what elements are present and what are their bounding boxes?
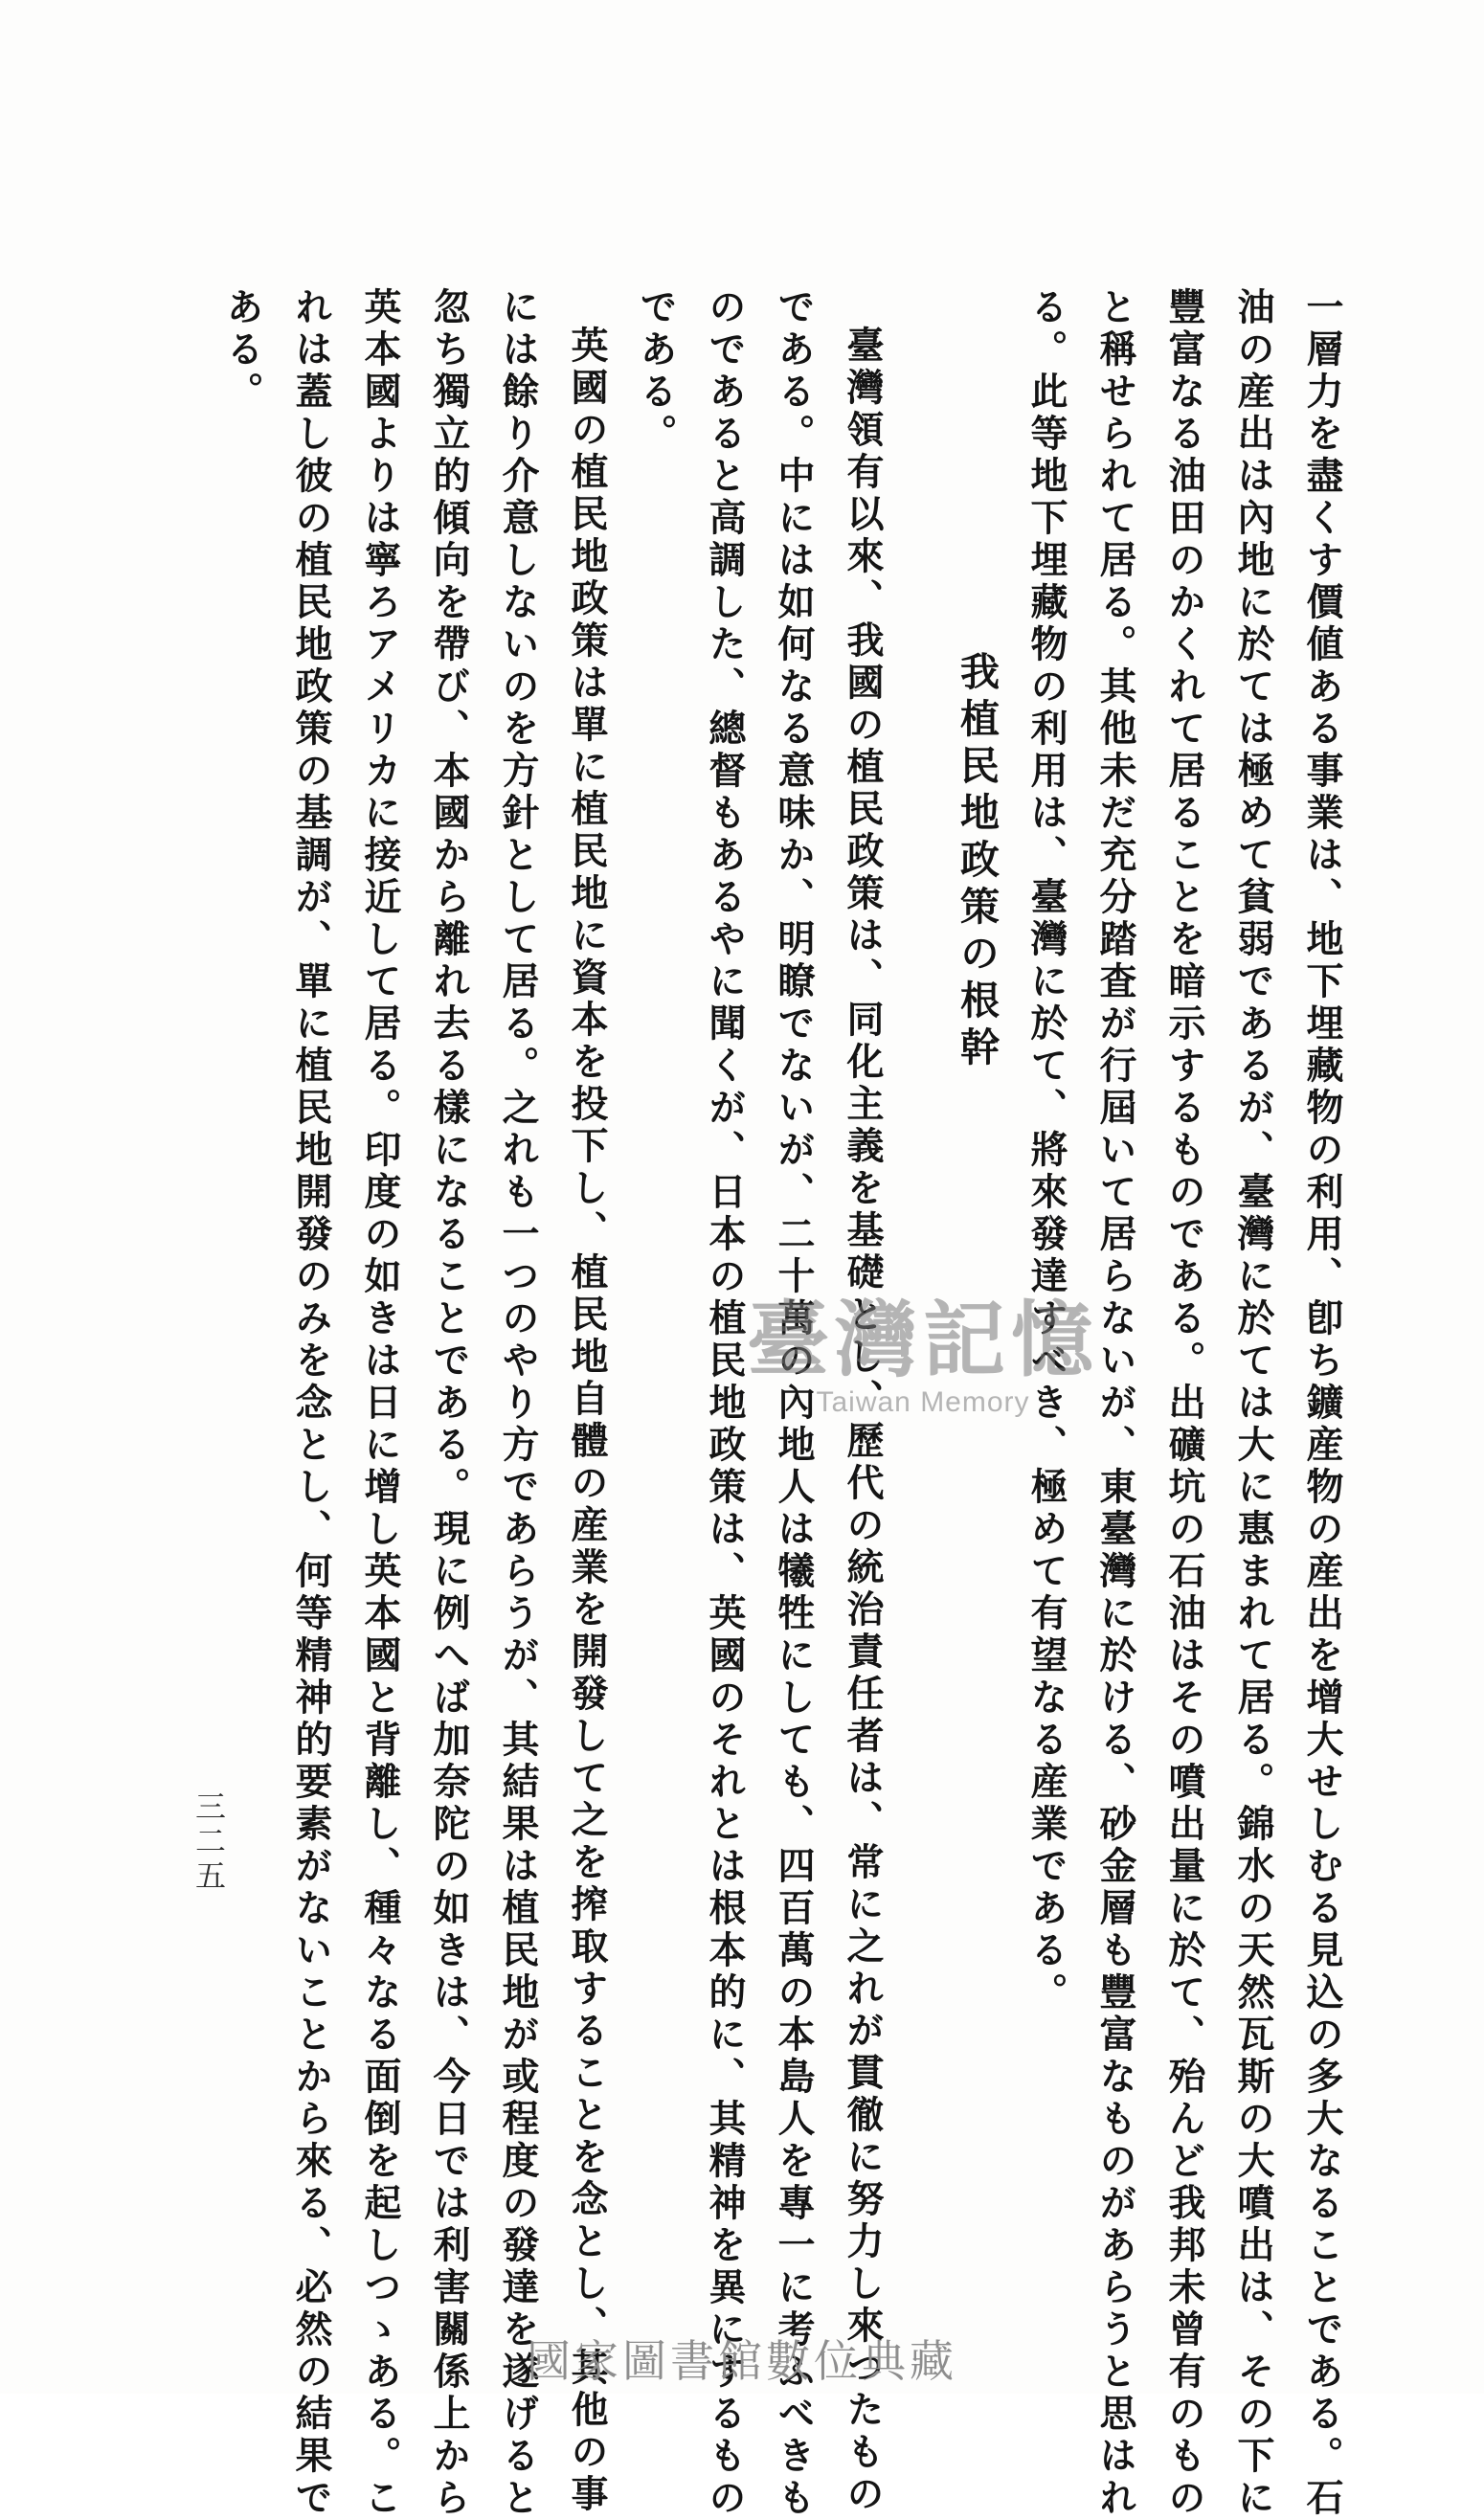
- section-heading: [881, 287, 1000, 1073]
- text-line-15: ある。: [220, 287, 264, 414]
- text-line-7: である。中には如何なる意味か、明瞭でないが、二十萬の內地人は犧牲にしても、四百萬の本島人を專一に考ふべきも: [772, 287, 816, 2520]
- text-line-9: である。: [634, 287, 678, 456]
- text-line-2: 油の産出は內地に於ては極めて貧弱であるが、臺灣に於ては大に惠まれて居る。錦水の天然瓦斯の大噴出は、その下に: [1231, 287, 1275, 2520]
- text-line-1: 一層力を盡くす價値ある事業は、地下埋藏物の利用、卽ち鑛産物の産出を增大せしむる見込の多大なることである。石: [1300, 287, 1344, 2520]
- text-line-12: 忽ち獨立的傾向を帶び、本國から離れ去る樣になることである。現に例へば加奈陀の如きは、今日では利害關係上から: [427, 287, 471, 2520]
- watermark-main: 臺灣記憶: [747, 1292, 1099, 1388]
- watermark-sub: Taiwan Memory: [816, 1386, 1030, 1418]
- section-heading-text: 我植民地政策の根幹: [954, 651, 1000, 1073]
- text-line-8: のであると高調した、總督もあるやに聞くが、日本の植民地政策は、英國のそれとは根本的に、其精神を異にするもの: [703, 287, 747, 2520]
- text-line-5: る。此等地下埋藏物の利用は、臺灣に於て、將來發達すべき、極めて有望なる産業である。: [1024, 287, 1068, 2014]
- text-line-14: れは蓋し彼の植民地政策の基調が、單に植民地開發のみを念とし、何等精神的要素がないことから來る、必然の結果で: [289, 287, 333, 2520]
- text-line-11: には餘り介意しないのを方針として居る。之れも一つのやり方であらうが、其結果は植民地が或程度の發達を遂げると: [496, 287, 540, 2520]
- text-line-4: と稱せられて居る。其他未だ充分踏査が行屆いて居らないが、東臺灣に於ける、砂金層も豐富なものがあらうと思はれ: [1093, 287, 1137, 2520]
- page-number: 三二五: [191, 1790, 227, 1894]
- footer-archive-label: 國家圖書館數位典藏: [527, 2335, 957, 2387]
- text-line-6: 臺灣領有以來、我國の植民政策は、同化主義を基礎とし、歷代の統治責任者は、常に之れが貫徹に努力し來つたもの: [841, 326, 885, 2516]
- text-line-3: 豐富なる油田のかくれて居ることを暗示するものである。出礦坑の石油はその噴出量に於て、殆んど我邦未曾有のもの: [1162, 287, 1206, 2520]
- text-line-13: 英本國よりは寧ろアメリカに接近して居る。印度の如きは日に增し英本國と背離し、種々なる面倒を起しつゝある。こ: [358, 287, 402, 2520]
- watermark: [747, 1273, 1099, 1419]
- text-line-10: 英國の植民地政策は單に植民地に資本を投下し、植民地自體の産業を開發して之を搾取することを念とし、其他の事: [565, 326, 609, 2516]
